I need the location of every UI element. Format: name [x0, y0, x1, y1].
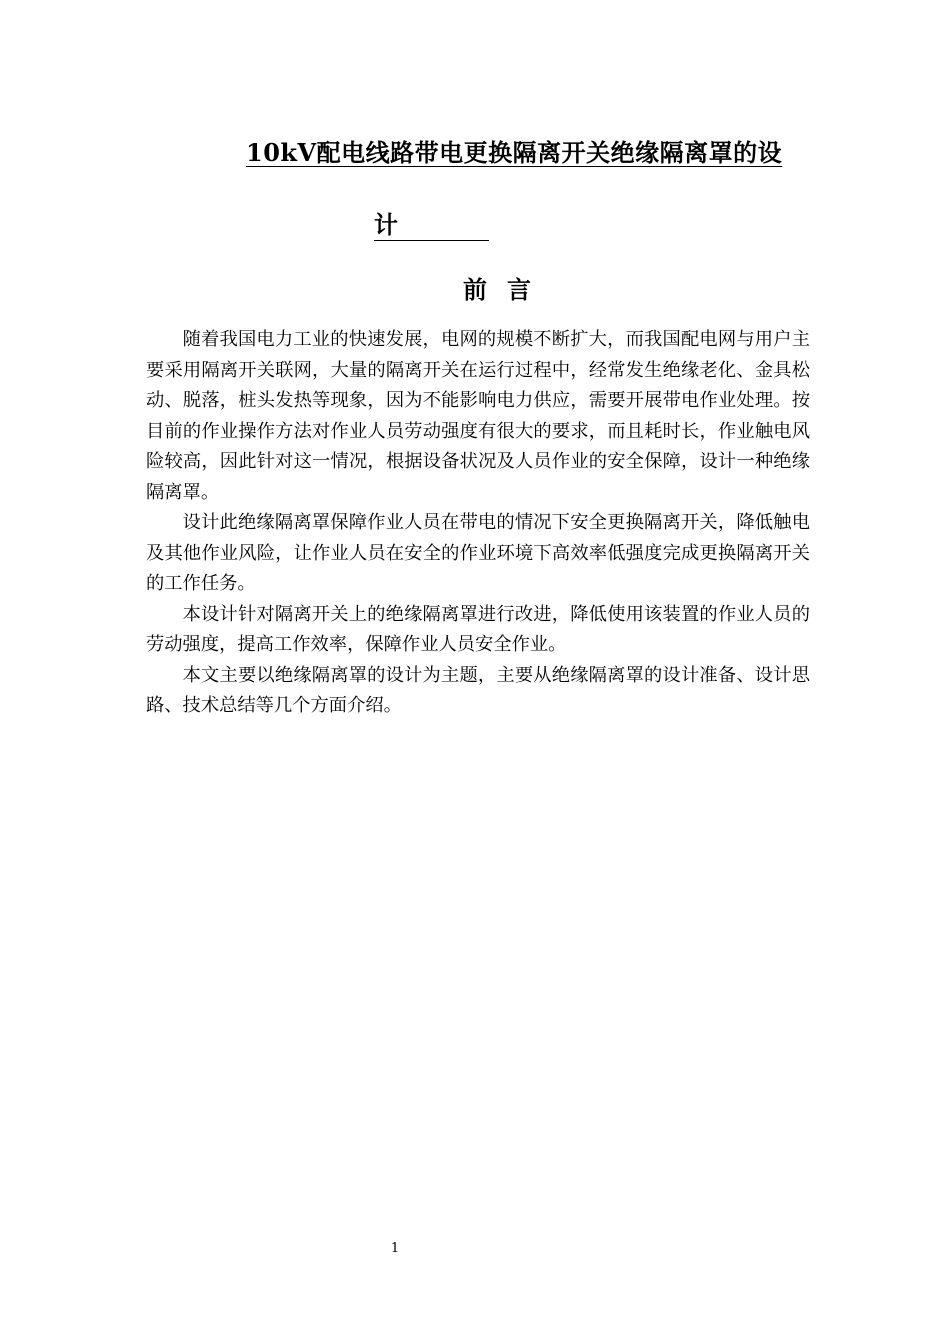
document-title-line-2: 计: [374, 210, 489, 241]
paragraph: 本文主要以绝缘隔离罩的设计为主题，主要从绝缘隔离罩的设计准备、设计思路、技术总结等几个方面介绍。: [146, 664, 810, 716]
section-heading-preface: 前言: [463, 275, 551, 304]
preface-body: [146, 325, 810, 722]
paragraph: 设计此绝缘隔离罩保障作业人员在带电的情况下安全更换隔离开关，降低触电及其他作业风险，让作业人员在安全的作业环境下高效率低强度完成更换隔离开关的工作任务。: [146, 512, 810, 594]
page-number: 1: [390, 1241, 400, 1256]
paragraph: 本设计针对隔离开关上的绝缘隔离罩进行改进，降低使用该装置的作业人员的劳动强度，提高工作效率，保障作业人员安全作业。: [146, 603, 810, 655]
paragraph: 随着我国电力工业的快速发展，电网的规模不断扩大，而我国配电网与用户主要采用隔离开关联网，大量的隔离开关在运行过程中，经常发生绝缘老化、金具松动、脱落，桩头发热等现象，因为不能影响电力供应，需要开展带电作业处理。按目前的作业操作方法对作业人员劳动强度有很大的要求，而且耗时长，作业触电风险较高，因此针对这一情况，根据设备状况及人员作业的安全保障，设计一种绝缘隔离罩。: [146, 329, 810, 503]
document-title-line-1: 10kV配电线路带电更换隔离开关绝缘隔离罩的设: [246, 138, 783, 167]
